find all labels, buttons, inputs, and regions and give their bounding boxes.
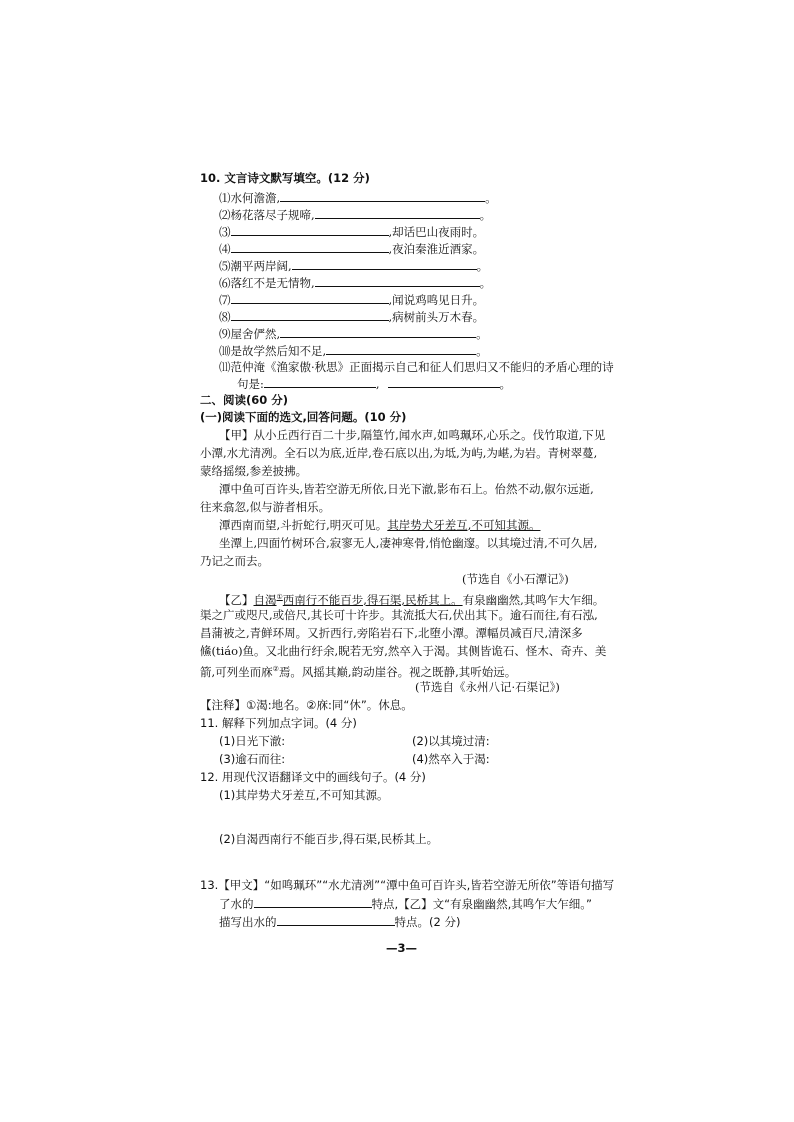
item-suffix: 。 [476, 327, 488, 341]
q13-line1: 13.【甲文】“如鸣珮环”“水尤清冽”“潭中鱼可百许头,皆若空游无所依”等语句描写 [200, 878, 615, 892]
q10-item-5 [219, 258, 488, 273]
passage-yi-line: 渠之广或咫尺,或倍尺,其长可十许步。其流抵大石,伏出其下。逾石而往,有石泓, [200, 608, 598, 622]
q11-item-2: (2)以其境过清: [412, 734, 490, 748]
answer-blank[interactable] [326, 343, 476, 355]
item-suffix: 。 [476, 344, 488, 358]
passage-yi-line: 昌蒲被之,青鲜环周。又折西行,旁陷岩石下,北堕小潭。潭幅员减百尺,清深多 [200, 626, 583, 640]
answer-blank[interactable] [280, 326, 476, 338]
underlined-sentence: 自渴 [253, 592, 277, 607]
item-suffix: 。 [476, 259, 489, 273]
item-suffix: ,病树前头万木春。 [388, 310, 485, 324]
item-prefix: 潮平两岸阔, [230, 259, 292, 273]
footnote-mark: ① [276, 593, 283, 601]
q10-item-1 [219, 190, 497, 205]
q10-title: 10. 文言诗文默写填空。(12 分) [200, 171, 370, 185]
passage-label: 【乙】 [219, 592, 254, 607]
subsection-title: (一)阅读下面的选文,回答问题。(10 分) [200, 410, 407, 424]
item-suffix: 。 [485, 191, 497, 205]
passage-yi-line: 鯈(tiáo)鱼。又北曲行纡余,睨若无穷,然卒入于渴。其侧皆诡石、怪木、奇卉、美 [200, 644, 607, 658]
q10-item-4 [219, 241, 484, 256]
answer-blank[interactable] [315, 275, 480, 287]
item-prefix: 落红不是无情物, [230, 276, 315, 290]
item-number: ⑻ [219, 310, 231, 324]
passage-jia-line: 小潭,水尤清冽。全石以为底,近岸,卷石底以出,为坻,为屿,为嵁,为岩。青树翠蔓, [200, 446, 598, 460]
item-prefix: 杨花落尽子规啼, [230, 208, 315, 222]
passage-jia-line [219, 518, 540, 532]
item-prefix: 水何澹澹, [230, 191, 281, 205]
item-number: ⑶ [219, 225, 231, 239]
answer-blank[interactable] [231, 309, 389, 321]
section-title: 二、阅读(60 分) [200, 393, 289, 407]
item-number: ⑹ [219, 276, 231, 290]
answer-blank[interactable] [231, 241, 389, 253]
item-suffix: 。 [499, 377, 512, 391]
item-suffix: ,夜泊秦淮近酒家。 [388, 242, 485, 256]
q10-item-11-line1: ⑾范仲淹《渔家傲·秋思》正面揭示自己和征人们思归又不能归的矛盾心理的诗 [219, 360, 614, 374]
answer-blank[interactable] [280, 190, 485, 202]
passage-jia-line: 坐潭上,四面竹树环合,寂寥无人,凄神寒骨,悄怆幽邃。以其境过清,不可久居, [219, 536, 598, 550]
page-number: —3— [386, 941, 418, 955]
q11-item-3: (3)逾石而往: [219, 752, 286, 766]
item-number: ⑷ [219, 242, 231, 256]
passage-jia-line: 往来翕忽,似与游者相乐。 [200, 500, 331, 514]
passage-text: 箭,可列坐而庥 [200, 664, 273, 679]
q13-line3 [219, 914, 460, 929]
q10-item-3 [219, 224, 484, 239]
question-text: 了水的 [219, 897, 254, 911]
passage-jia-line: 蒙络摇缀,参差披拂。 [200, 464, 308, 478]
question-text: 特点。(2 分) [394, 915, 461, 929]
passage-jia-line: 乃记之而去。 [200, 554, 269, 568]
q11-title: 11. 解释下列加点字词。(4 分) [200, 716, 357, 730]
q10-item-10 [219, 343, 488, 358]
item-number: ⑼ [219, 327, 231, 341]
q13-line2 [219, 896, 592, 911]
q10-item-11-line2 [237, 376, 511, 391]
answer-blank[interactable] [231, 292, 389, 304]
answer-blank[interactable] [254, 896, 372, 908]
answer-blank[interactable] [264, 376, 376, 388]
q12-item-2: (2)自渴西南行不能百步,得石渠,民桥其上。 [219, 832, 439, 846]
item-number: ⑽ [219, 344, 231, 358]
question-text: 描写出水的 [219, 915, 277, 929]
q10-item-8 [219, 309, 484, 324]
passage-yi-line [219, 590, 604, 607]
q11-item-1: (1)日光下澈: [219, 734, 286, 748]
q12-title: 12. 用现代汉语翻译文中的画线句子。(4 分) [200, 770, 426, 784]
passage-jia-line: 【甲】从小丘西行百二十步,隔篁竹,闻水声,如鸣珮环,心乐之。伐竹取道,下见 [219, 428, 606, 442]
answer-blank[interactable] [315, 207, 480, 219]
passage-source: (节选自《永州八记·石渠记》) [415, 680, 560, 694]
q11-item-4: (4)然卒入于渴: [412, 752, 490, 766]
item-prefix: 句是: [237, 377, 264, 391]
item-suffix: 。 [479, 276, 492, 290]
passage-text: 有泉幽幽然,其鸣乍大乍细。 [462, 592, 605, 607]
answer-blank[interactable] [388, 376, 500, 388]
item-suffix: ,却话巴山夜雨时。 [388, 225, 485, 239]
underlined-sentence: 其岸势犬牙差互,不可知其源。 [387, 518, 541, 532]
question-text: 特点,【乙】文“有泉幽幽然,其鸣乍大乍细。” [371, 897, 592, 911]
passage-source: (节选自《小石潭记》) [462, 572, 569, 586]
q10-item-6 [219, 275, 491, 290]
q10-item-7 [219, 292, 484, 307]
passage-text: 潭西南而望,斗折蛇行,明灭可见。 [219, 518, 388, 532]
footnotes: 【注释】①渴:地名。②庥:同“休”。休息。 [200, 698, 413, 712]
passage-jia-line: 潭中鱼可百许头,皆若空游无所依,日光下澈,影布石上。佁然不动,俶尔远逝, [219, 482, 594, 496]
answer-blank[interactable] [277, 914, 395, 926]
item-number: ⑴ [219, 191, 231, 205]
item-number: ⑺ [219, 293, 231, 307]
item-suffix: ,闻说鸡鸣见日升。 [388, 293, 485, 307]
answer-blank[interactable] [292, 258, 477, 270]
passage-yi-line [200, 662, 516, 679]
q10-item-2 [219, 207, 491, 222]
answer-blank[interactable] [231, 224, 389, 236]
separator: , [375, 377, 380, 391]
item-number: ⑵ [219, 208, 231, 222]
q12-item-1: (1)其岸势犬牙差互,不可知其源。 [219, 788, 389, 802]
item-number: ⑸ [219, 259, 231, 273]
item-suffix: 。 [479, 208, 492, 222]
underlined-sentence: 西南行不能百步,得石渠,民桥其上。 [282, 592, 463, 607]
passage-text: 焉。风摇其巅,韵动崖谷。视之既静,其听始远。 [278, 664, 517, 679]
item-prefix: 是故学然后知不足, [230, 344, 327, 358]
footnote-mark: ② [272, 665, 279, 673]
q10-item-9 [219, 326, 488, 341]
item-prefix: 屋舍俨然, [230, 327, 281, 341]
